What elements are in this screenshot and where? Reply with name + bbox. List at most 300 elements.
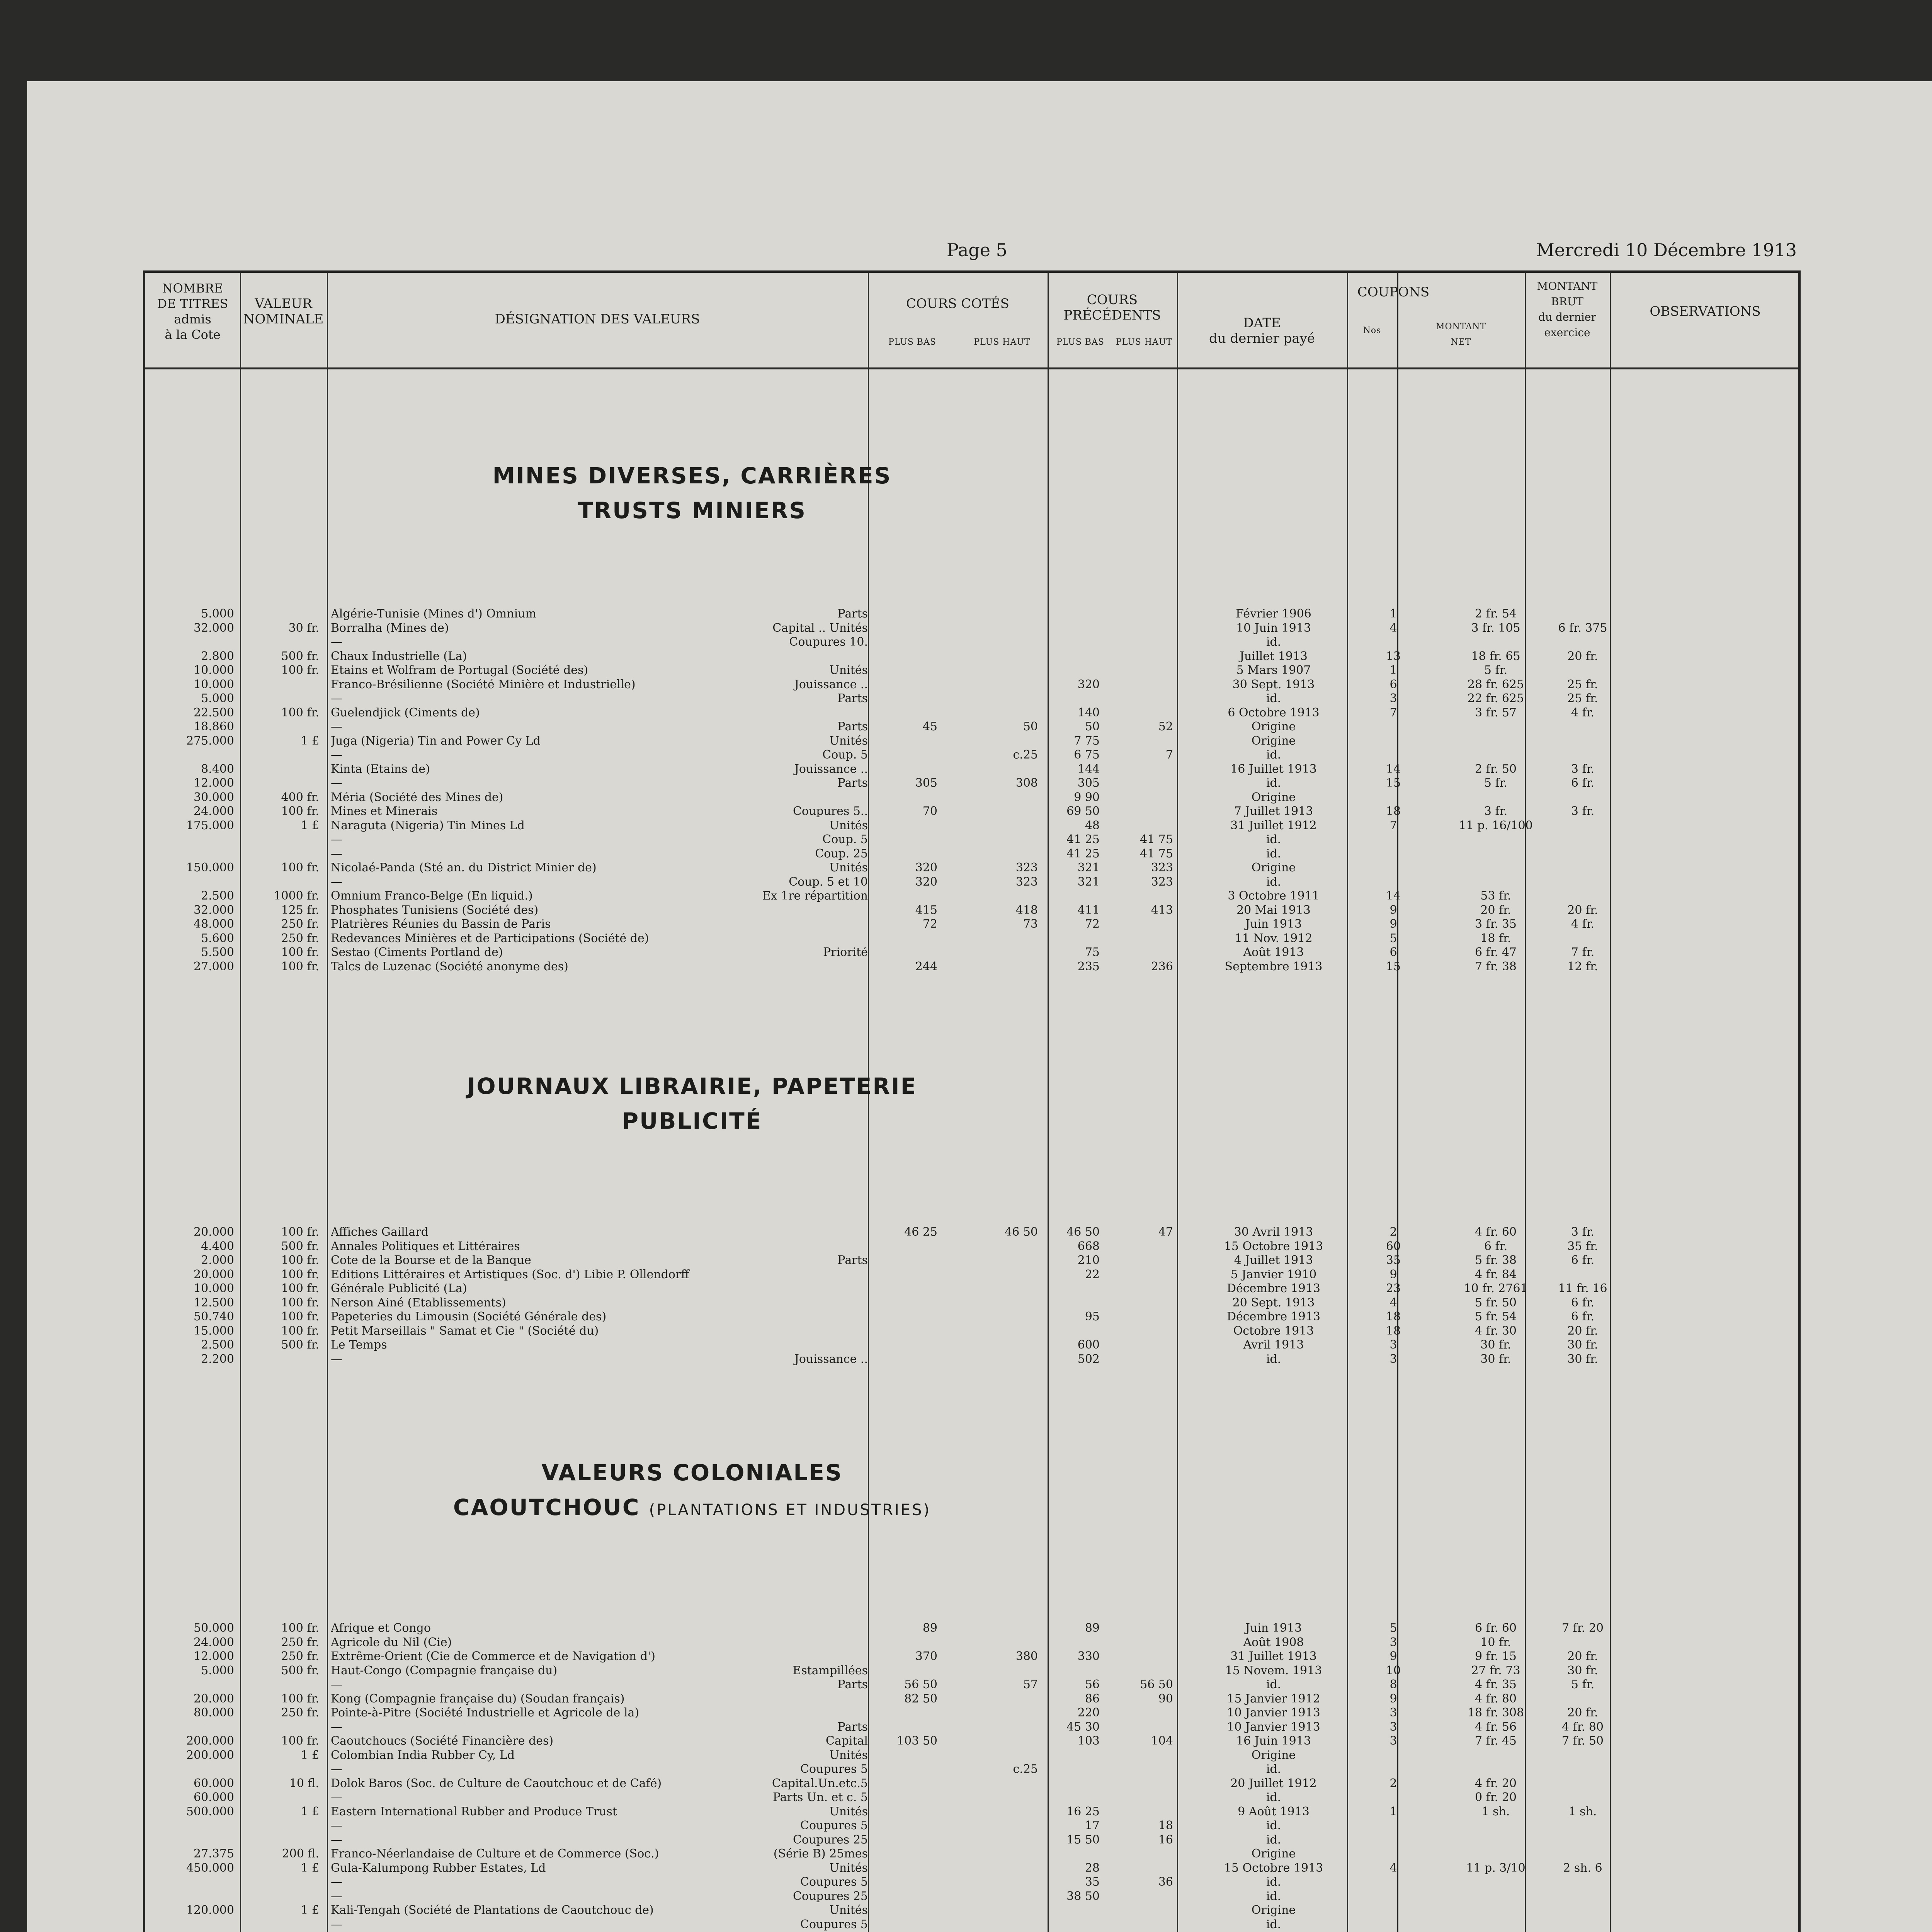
table-row (145, 1748, 1803, 1762)
table-row (145, 692, 1803, 706)
cours-haut: 73 (1023, 917, 1038, 931)
coupon-no: 9 (1389, 917, 1397, 931)
table-row (145, 678, 1803, 692)
designation: Guelendjick (Ciments de) (331, 706, 480, 719)
montant-brut: 1 sh. (1568, 1804, 1597, 1818)
designation: Talcs de Luzenac (Société anonyme des) (331, 959, 568, 973)
montant-net: 4 fr. 80 (1475, 1692, 1517, 1706)
titres-count: 450.000 (186, 1861, 234, 1875)
nominal-value: 1 £ (301, 1748, 319, 1762)
coupon-no: 5 (1389, 931, 1397, 945)
coupon-date: 15 Octobre 1913 (1224, 1239, 1323, 1253)
coupon-no: 9 (1389, 1267, 1397, 1281)
nominal-value: 1 £ (301, 734, 319, 748)
designation: — (331, 833, 342, 846)
montant-brut: 4 fr. 80 (1561, 1720, 1604, 1734)
coupon-date: id. (1266, 833, 1281, 846)
header-cours-cotes: COURS COTÉS (906, 296, 1009, 311)
header-prec-plus-bas: PLUS BAS (1056, 337, 1104, 347)
coupon-date: 4 Juillet 1913 (1234, 1253, 1313, 1267)
montant-net: 7 fr. 38 (1475, 959, 1517, 973)
table-row (145, 748, 1803, 762)
prec-haut: 47 (1158, 1225, 1173, 1239)
table-row (145, 833, 1803, 847)
montant-net: 11 p. 16/100 (1459, 818, 1533, 832)
nominal-value: 500 fr. (281, 1338, 319, 1352)
coupon-date: 5 Mars 1907 (1236, 663, 1311, 677)
coupon-no: 9 (1389, 903, 1397, 917)
coupon-no: 18 (1386, 1310, 1401, 1323)
montant-net: 4 fr. 30 (1475, 1324, 1517, 1338)
nominal-value: 250 fr. (281, 917, 319, 931)
table-row (145, 1268, 1803, 1282)
montant-net: 22 fr. 625 (1467, 692, 1524, 705)
coupon-date: id. (1266, 875, 1281, 889)
coupon-date: id. (1266, 1819, 1281, 1832)
coupon-no: 23 (1386, 1282, 1401, 1295)
table-row (145, 1282, 1803, 1296)
cours-bas: 415 (915, 903, 937, 917)
designation-suffix: Coupures 5 (800, 1762, 868, 1776)
coupon-date: id. (1266, 1833, 1281, 1847)
montant-net: 53 fr. (1480, 889, 1511, 903)
table-row (145, 720, 1803, 734)
montant-net: 30 fr. (1480, 1338, 1511, 1352)
montant-net: 27 fr. 73 (1471, 1663, 1520, 1677)
titres-count: 10.000 (194, 663, 234, 677)
nominal-value: 500 fr. (281, 649, 319, 663)
header-designation: DÉSIGNATION DES VALEURS (495, 311, 700, 327)
prec-haut: 7 (1165, 748, 1173, 762)
titres-count: 8.400 (201, 762, 234, 776)
coupon-date: Juin 1913 (1245, 1621, 1302, 1635)
designation: Annales Politiques et Littéraires (331, 1239, 520, 1253)
table-row (145, 1903, 1803, 1917)
coupon-date: 10 Janvier 1913 (1227, 1706, 1320, 1719)
designation-suffix: Unités (829, 1804, 868, 1818)
coupon-date: Octobre 1913 (1233, 1324, 1314, 1338)
prec-bas: 22 (1085, 1267, 1100, 1281)
coupon-date: Origine (1251, 1847, 1296, 1861)
titres-count: 5.000 (201, 1663, 234, 1677)
prec-haut: 90 (1158, 1692, 1173, 1706)
designation: Générale Publicité (La) (331, 1282, 467, 1295)
designation-suffix: Unités (829, 734, 868, 748)
table-row (145, 1861, 1803, 1875)
cours-bas: 320 (915, 861, 937, 874)
prec-bas: 15 50 (1066, 1833, 1100, 1847)
header-no: Nos (1363, 326, 1381, 335)
titres-count: 5.500 (201, 946, 234, 959)
coupon-date: 7 Juillet 1913 (1234, 804, 1313, 818)
coupon-no: 15 (1386, 959, 1401, 973)
nominal-value: 500 fr. (281, 1663, 319, 1677)
designation-suffix: Coup. 5 (822, 748, 868, 762)
titres-count: 5.000 (201, 607, 234, 621)
table-row (145, 1240, 1803, 1253)
prec-haut: 236 (1151, 959, 1173, 973)
montant-brut: 20 fr. (1567, 1324, 1598, 1338)
designation-suffix: Ex 1re répartition (762, 889, 868, 903)
coupon-date: 10 Janvier 1913 (1227, 1720, 1320, 1734)
coupon-date: id. (1266, 692, 1281, 705)
coupon-no: 4 (1389, 621, 1397, 635)
montant-net: 5 fr. 38 (1475, 1253, 1517, 1267)
header-coupons: COUPONS (1357, 284, 1430, 300)
nominal-value: 1 £ (301, 818, 319, 832)
titres-count: 2.500 (201, 889, 234, 903)
coupon-no: 5 (1389, 1621, 1397, 1635)
cours-bas: 89 (922, 1621, 937, 1635)
designation: — (331, 635, 342, 649)
cours-bas: 370 (915, 1650, 937, 1663)
montant-brut: 30 fr. (1567, 1352, 1598, 1366)
cours-bas: 45 (922, 720, 937, 733)
prec-bas: 75 (1085, 946, 1100, 959)
prec-bas: 86 (1085, 1692, 1100, 1706)
designation: Petit Marseillais " Samat et Cie " (Société du) (331, 1324, 599, 1338)
montant-brut: 20 fr. (1567, 649, 1598, 663)
table-row (145, 1352, 1803, 1366)
titres-count: 80.000 (194, 1706, 234, 1719)
titres-count: 15.000 (194, 1324, 234, 1338)
table-row (145, 1692, 1803, 1706)
designation: Franco-Brésilienne (Société Minière et Industrielle) (331, 677, 636, 691)
montant-brut: 3 fr. (1571, 1225, 1595, 1239)
titres-count: 24.000 (194, 804, 234, 818)
titres-count: 60.000 (194, 1776, 234, 1790)
nominal-value: 100 fr. (281, 1282, 319, 1295)
montant-net: 11 p. 3/10 (1466, 1861, 1526, 1875)
designation-suffix: Coup. 25 (815, 847, 868, 861)
designation: — (331, 1819, 342, 1832)
coupon-no: 3 (1389, 692, 1397, 705)
page-header (947, 240, 1797, 263)
titres-count: 150.000 (186, 861, 234, 874)
montant-net: 7 fr. 45 (1475, 1734, 1517, 1748)
table-row (145, 1253, 1803, 1267)
coupon-date: 31 Juillet 1913 (1230, 1650, 1317, 1663)
montant-net: 3 fr. (1484, 804, 1508, 818)
coupon-date: id. (1266, 847, 1281, 861)
coupon-date: id. (1266, 748, 1281, 762)
designation: Algérie-Tunisie (Mines d') Omnium (331, 607, 536, 621)
designation-suffix: Coup. 5 (822, 833, 868, 846)
montant-net: 6 fr. 60 (1475, 1621, 1517, 1635)
designation-suffix: Parts (837, 720, 868, 733)
montant-net: 9 fr. 15 (1475, 1650, 1517, 1663)
montant-net: 2 fr. 50 (1475, 762, 1517, 776)
table-row (145, 1734, 1803, 1748)
nominal-value: 100 fr. (281, 1267, 319, 1281)
coupon-date: Origine (1251, 1748, 1296, 1762)
montant-net: 20 fr. (1480, 903, 1511, 917)
montant-brut: 20 fr. (1567, 1650, 1598, 1663)
nominal-value: 100 fr. (281, 706, 319, 719)
coupon-date: Origine (1251, 734, 1296, 748)
nominal-value: 100 fr. (281, 1225, 319, 1239)
nominal-value: 500 fr. (281, 1239, 319, 1253)
montant-net: 4 fr. 56 (1475, 1720, 1517, 1734)
titres-count: 27.375 (194, 1847, 234, 1861)
designation-suffix: Coupures 5 (800, 1917, 868, 1931)
designation-suffix: Parts Un. et c. 5 (772, 1791, 868, 1804)
titres-count: 2.000 (201, 1253, 234, 1267)
coupon-no: 14 (1386, 889, 1401, 903)
designation-suffix: Coupures 5.. (793, 804, 868, 818)
header-plus-haut: PLUS HAUT (974, 337, 1031, 347)
designation-suffix: Unités (829, 1861, 868, 1875)
nominal-value: 250 fr. (281, 1650, 319, 1663)
coupon-date: Décembre 1913 (1227, 1310, 1320, 1323)
table-row (145, 1875, 1803, 1889)
coupon-date: 10 Juin 1913 (1236, 621, 1311, 635)
titres-count: 200.000 (186, 1748, 234, 1762)
montant-net: 6 fr. 47 (1475, 946, 1517, 959)
montant-net: 3 fr. 57 (1475, 706, 1517, 719)
designation: Afrique et Congo (331, 1621, 431, 1635)
montant-net: 18 fr. 308 (1467, 1706, 1524, 1719)
montant-brut: 7 fr. 50 (1561, 1734, 1604, 1748)
designation-suffix: Parts (837, 607, 868, 621)
coupon-date: 20 Mai 1913 (1236, 903, 1311, 917)
coupon-date: 31 Juillet 1912 (1230, 818, 1317, 832)
titres-count: 500.000 (186, 1804, 234, 1818)
montant-net: 18 fr. 65 (1471, 649, 1520, 663)
designation: Editions Littéraires et Artistiques (Soc. d') Libie P. Ollendorff (331, 1267, 689, 1281)
designation: Mines et Minerais (331, 804, 438, 818)
coupon-no: 4 (1389, 1296, 1397, 1310)
prec-bas: 50 (1085, 720, 1100, 733)
prec-bas: 103 (1077, 1734, 1100, 1748)
table-row (145, 946, 1803, 959)
montant-net: 10 fr. (1480, 1635, 1511, 1649)
header-cours-precedents: COURS PRÉCÉDENTS (1063, 292, 1161, 323)
designation-suffix: Unités (829, 861, 868, 874)
coupon-no: 4 (1389, 1861, 1397, 1875)
table-row (145, 861, 1803, 875)
prec-bas: 235 (1077, 959, 1100, 973)
montant-net: 4 fr. 35 (1475, 1678, 1517, 1691)
coupon-no: 9 (1389, 1692, 1397, 1706)
cours-haut: 57 (1023, 1678, 1038, 1691)
coupon-no: 8 (1389, 1678, 1397, 1691)
titres-count: 27.000 (194, 959, 234, 973)
designation-suffix: Coupures 25 (793, 1889, 868, 1903)
prec-bas: 41 25 (1066, 847, 1100, 861)
nominal-value: 100 fr. (281, 804, 319, 818)
designation-suffix: Coupures 10. (789, 635, 868, 649)
designation: Haut-Congo (Compagnie française du) (331, 1663, 558, 1677)
coupon-no: 1 (1389, 663, 1397, 677)
nominal-value: 100 fr. (281, 1692, 319, 1706)
designation-suffix: Capital (825, 1734, 868, 1748)
designation: Colombian India Rubber Cy, Ld (331, 1748, 515, 1762)
section-journaux: JOURNAUX LIBRAIRIE, PAPETERIE PUBLICITÉ (467, 1073, 917, 1134)
coupon-date: Août 1913 (1243, 946, 1304, 959)
designation: — (331, 776, 342, 790)
designation: Nerson Ainé (Etablissements) (331, 1296, 506, 1310)
coupon-no: 15 (1386, 776, 1401, 790)
designation: Franco-Néerlandaise de Culture et de Commerce (Soc.) (331, 1847, 659, 1861)
montant-net: 3 fr. 105 (1471, 621, 1520, 635)
cours-haut: 46 50 (1005, 1225, 1038, 1239)
coupon-date: 5 Janvier 1910 (1230, 1267, 1317, 1281)
prec-haut: 56 50 (1140, 1678, 1173, 1691)
coupon-no: 14 (1386, 762, 1401, 776)
nominal-value: 250 fr. (281, 1706, 319, 1719)
designation: — (331, 847, 342, 861)
prec-bas: 41 25 (1066, 833, 1100, 846)
designation: Platrières Réunies du Bassin de Paris (331, 917, 551, 931)
cours-haut: 50 (1023, 720, 1038, 733)
designation-suffix: Coup. 5 et 10 (789, 875, 868, 889)
page-number: Page 5 (947, 240, 1007, 260)
prec-bas: 72 (1085, 917, 1100, 931)
prec-haut: 323 (1151, 875, 1173, 889)
montant-net: 2 fr. 54 (1475, 607, 1517, 621)
nominal-value: 100 fr. (281, 959, 319, 973)
prec-bas: 89 (1085, 1621, 1100, 1635)
prec-bas: 411 (1077, 903, 1100, 917)
coupon-date: 16 Juin 1913 (1236, 1734, 1311, 1748)
montant-brut: 6 fr. (1571, 1253, 1595, 1267)
titres-count: 50.740 (194, 1310, 234, 1323)
prec-haut: 36 (1158, 1875, 1173, 1889)
table-row (145, 889, 1803, 903)
nominal-value: 1 £ (301, 1804, 319, 1818)
titres-count: 5.600 (201, 931, 234, 945)
coupon-no: 35 (1386, 1253, 1401, 1267)
designation-suffix: Unités (829, 818, 868, 832)
designation: Sestao (Ciments Portland de) (331, 946, 503, 959)
nominal-value: 100 fr. (281, 861, 319, 874)
designation-suffix: Unités (829, 1903, 868, 1917)
montant-net: 5 fr. 50 (1475, 1296, 1517, 1310)
coupon-no: 1 (1389, 607, 1397, 621)
coupon-date: id. (1266, 1889, 1281, 1903)
table-row (145, 635, 1803, 649)
prec-bas: 321 (1077, 861, 1100, 874)
prec-bas: 7 75 (1074, 734, 1100, 748)
prec-bas: 46 50 (1066, 1225, 1100, 1239)
montant-net: 5 fr. 54 (1475, 1310, 1517, 1323)
nominal-value: 1 £ (301, 1903, 319, 1917)
designation-suffix: Parts (837, 1253, 868, 1267)
cours-haut: 323 (1015, 875, 1038, 889)
table-row (145, 1819, 1803, 1833)
montant-brut: 12 fr. (1567, 959, 1598, 973)
montant-brut: 20 fr. (1567, 1706, 1598, 1719)
table-row (145, 607, 1803, 621)
titres-count: 12.000 (194, 1650, 234, 1663)
designation: Caoutchoucs (Société Financière des) (331, 1734, 554, 1748)
titres-count: 24.000 (194, 1635, 234, 1649)
montant-brut: 2 sh. 6 (1563, 1861, 1602, 1875)
prec-haut: 323 (1151, 861, 1173, 874)
designation: Eastern International Rubber and Produce Trust (331, 1804, 617, 1818)
designation: Méria (Société des Mines de) (331, 790, 503, 804)
coupon-date: Origine (1251, 1903, 1296, 1917)
coupon-no: 2 (1389, 1776, 1397, 1790)
table-row (145, 650, 1803, 663)
coupon-date: Avril 1913 (1243, 1338, 1304, 1352)
table-row (145, 1296, 1803, 1310)
designation: Juga (Nigeria) Tin and Power Cy Ld (331, 734, 541, 748)
cours-haut: c.25 (1013, 1762, 1038, 1776)
designation: — (331, 720, 342, 733)
prec-bas: 9 90 (1074, 790, 1100, 804)
designation: Phosphates Tunisiens (Société des) (331, 903, 539, 917)
prec-haut: 52 (1158, 720, 1173, 733)
table-row (145, 903, 1803, 917)
coupon-date: 15 Janvier 1912 (1227, 1692, 1320, 1706)
montant-net: 3 fr. 35 (1475, 917, 1517, 931)
designation: — (331, 1678, 342, 1691)
coupon-date: Décembre 1913 (1227, 1282, 1320, 1295)
titres-count: 32.000 (194, 621, 234, 635)
coupon-date: 15 Novem. 1913 (1225, 1663, 1322, 1677)
table-row (145, 776, 1803, 790)
coupon-no: 3 (1389, 1338, 1397, 1352)
titres-count: 20.000 (194, 1225, 234, 1239)
prec-bas: 144 (1077, 762, 1100, 776)
titres-count: 200.000 (186, 1734, 234, 1748)
coupon-date: id. (1266, 776, 1281, 790)
nominal-value: 125 fr. (281, 903, 319, 917)
montant-net: 5 fr. (1484, 663, 1508, 677)
table-row (145, 1805, 1803, 1819)
titres-count: 120.000 (186, 1903, 234, 1917)
titres-count: 2.200 (201, 1352, 234, 1366)
designation: — (331, 1791, 342, 1804)
prec-bas: 220 (1077, 1706, 1100, 1719)
nominal-value: 100 fr. (281, 1310, 319, 1323)
designation-suffix: Parts (837, 692, 868, 705)
prec-bas: 600 (1077, 1338, 1100, 1352)
nominal-value: 100 fr. (281, 1296, 319, 1310)
montant-net: 4 fr. 20 (1475, 1776, 1517, 1790)
titres-count: 2.500 (201, 1338, 234, 1352)
titres-count: 275.000 (186, 734, 234, 748)
table-row (145, 1310, 1803, 1324)
prec-bas: 502 (1077, 1352, 1100, 1366)
designation: Affiches Gaillard (331, 1225, 429, 1239)
table-row (145, 762, 1803, 776)
coupon-no: 1 (1389, 1804, 1397, 1818)
titres-count: 50.000 (194, 1621, 234, 1635)
prec-bas: 48 (1085, 818, 1100, 832)
prec-bas: 69 50 (1066, 804, 1100, 818)
coupon-date: id. (1266, 1678, 1281, 1691)
nominal-value: 200 fl. (282, 1847, 319, 1861)
designation: — (331, 1720, 342, 1734)
titres-count: 5.000 (201, 692, 234, 705)
coupon-no: 10 (1386, 1663, 1401, 1677)
designation-suffix: Parts (837, 776, 868, 790)
prec-bas: 95 (1085, 1310, 1100, 1323)
designation: — (331, 1352, 342, 1366)
coupon-date: id. (1266, 635, 1281, 649)
coupon-no: 3 (1389, 1635, 1397, 1649)
designation: — (331, 1762, 342, 1776)
designation: — (331, 748, 342, 762)
titres-count: 12.500 (194, 1296, 234, 1310)
coupon-date: id. (1266, 1762, 1281, 1776)
prec-bas: 321 (1077, 875, 1100, 889)
header-montant-net: MONTANT NET (1435, 322, 1486, 347)
prec-bas: 56 (1085, 1678, 1100, 1691)
